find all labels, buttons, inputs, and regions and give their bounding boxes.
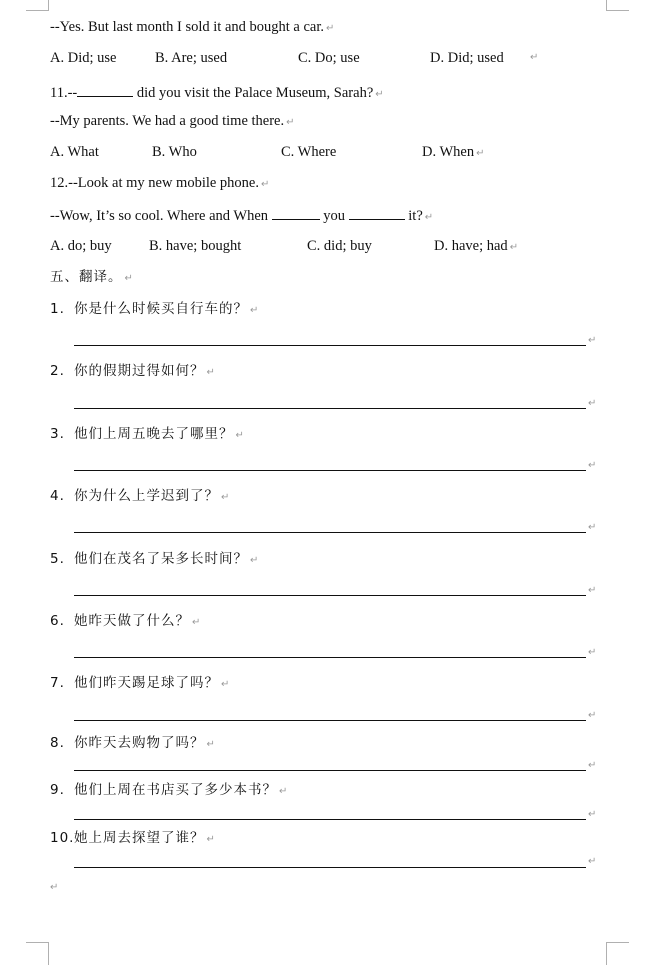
translation-item-10: 10.她上周去探望了谁？ ↵ [50,830,216,846]
translation-item-1: 1. 你是什么时候买自行车的？ ↵ [50,301,260,317]
q10-option-b: B. Are; used [155,50,228,66]
paragraph-mark: ↵ [235,430,245,441]
q11-option-d: D. When ↵ [422,144,485,160]
paragraph-mark: ↵ [206,739,216,750]
q11-question: 11.-- did you visit the Palace Museum, Sarah? ↵ [50,82,384,104]
q11-answer-line: --My parents. We had a good time there. ↵ [50,113,295,129]
q10-option-d: D. Did; used [430,50,504,66]
q11-options [50,143,610,161]
translation-item-3: 3. 他们上周五晚去了哪里？ ↵ [50,426,245,442]
q10-answer-line: --Yes. But last month I sold it and bought a car. ↵ [50,19,335,35]
answer-line-7[interactable] [74,720,586,721]
answer-line-1[interactable] [74,345,586,346]
paragraph-mark: ↵ [286,117,295,128]
translation-item-8: 8. 你昨天去购物了吗？ ↵ [50,735,216,751]
answer-line-5[interactable] [74,595,586,596]
answer-line-8[interactable] [74,770,586,771]
q10-option-c: C. Do; use [298,50,360,66]
translation-item-6: 6. 她昨天做了什么？ ↵ [50,613,202,629]
paragraph-mark: ↵ [221,492,231,503]
paragraph-mark: ↵ [476,148,485,159]
paragraph-mark: ↵ [124,273,134,284]
q10-options [50,49,610,67]
paragraph-mark: ↵ [588,335,597,346]
q12-option-c: C. did; buy [307,238,372,254]
paragraph-mark: ↵ [192,617,202,628]
q11-option-b: B. Who [152,144,197,160]
translation-item-4: 4. 你为什么上学迟到了？ ↵ [50,488,231,504]
q11-option-a: A. What [50,144,99,160]
paragraph-mark: ↵ [206,367,216,378]
paragraph-mark: ↵ [588,856,597,867]
paragraph-mark: ↵ [250,305,260,316]
paragraph-mark: ↵ [588,585,597,596]
paragraph-mark: ↵ [424,212,434,223]
paragraph-mark: ↵ [530,52,539,63]
crop-mark-bottom-left [26,942,49,965]
paragraph-mark: ↵ [250,555,260,566]
translation-item-7: 7. 他们昨天踢足球了吗？ ↵ [50,675,231,691]
crop-mark-top-right [606,0,629,11]
paragraph-mark: ↵ [509,242,519,253]
q10-option-a: A. Did; use [50,50,117,66]
crop-mark-bottom-right [606,942,629,965]
paragraph-mark: ↵ [588,647,597,658]
q12-option-a: A. do; buy [50,238,112,254]
q12-options [50,237,610,255]
translation-item-2: 2. 你的假期过得如何？ ↵ [50,363,216,379]
translation-item-5: 5. 他们在茂名了呆多长时间？ ↵ [50,551,260,567]
paragraph-mark: ↵ [588,460,597,471]
paragraph-mark: ↵ [588,710,597,721]
answer-line-2[interactable] [74,408,586,409]
section-title: 五、翻译。 ↵ [50,269,134,285]
translation-item-9: 9. 他们上周在书店买了多少本书？ ↵ [50,782,289,798]
answer-line-3[interactable] [74,470,586,471]
final-paragraph-mark: ↵ [50,882,59,893]
paragraph-mark: ↵ [221,679,231,690]
q12-dialog-line: --Wow, It’s so cool. Where and When you it? ↵ [50,205,433,227]
answer-line-4[interactable] [74,532,586,533]
paragraph-mark: ↵ [588,809,597,820]
q12-option-b: B. have; bought [149,238,242,254]
paragraph-mark: ↵ [375,89,384,100]
paragraph-mark: ↵ [588,760,597,771]
paragraph-mark: ↵ [261,179,270,190]
paragraph-mark: ↵ [279,786,289,797]
q11-blank [77,82,133,97]
q12-option-d: D. have; had ↵ [434,238,519,254]
q12-blank-2 [349,205,405,220]
crop-mark-top-left [26,0,49,11]
paragraph-mark: ↵ [588,398,597,409]
answer-line-9[interactable] [74,819,586,820]
q12-blank-1 [272,205,320,220]
answer-line-10[interactable] [74,867,586,868]
paragraph-mark: ↵ [326,23,335,34]
q12-question: 12.--Look at my new mobile phone. ↵ [50,175,270,191]
paragraph-mark: ↵ [206,834,216,845]
answer-line-6[interactable] [74,657,586,658]
paragraph-mark: ↵ [588,522,597,533]
q11-option-c: C. Where [281,144,337,160]
